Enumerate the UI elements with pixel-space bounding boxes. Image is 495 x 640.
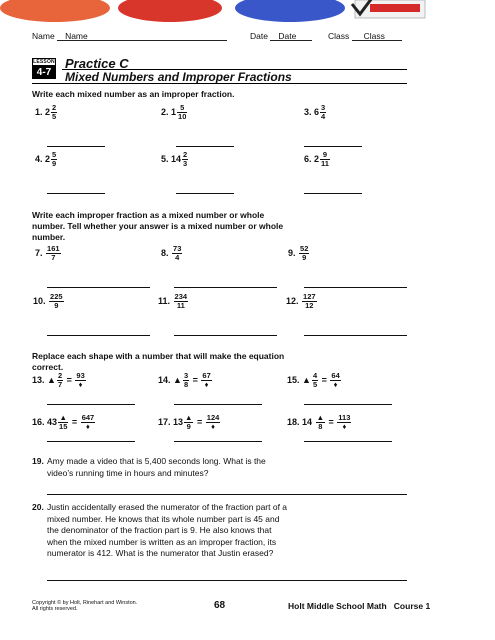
problem-1: 1. 2 $\frac{2}{5}$ — [35, 103, 57, 121]
page-subtitle: Mixed Numbers and Improper Fractions — [65, 70, 292, 84]
answer-line-6[interactable] — [304, 193, 362, 194]
name-field: Name Name — [32, 31, 227, 41]
section1-instruction: Write each mixed number as an improper fraction. — [32, 89, 235, 99]
problem-14: 14. ▲ $\frac{3}{8}$ = $\frac{67}{♦}$ — [158, 371, 211, 389]
problem-12: 12. $\frac{127}{12}$ — [286, 292, 316, 310]
blue-oval-decoration — [235, 0, 345, 22]
answer-line-8[interactable] — [174, 287, 277, 288]
triangle-shape-icon: ▲ — [302, 374, 311, 385]
answer-line-17[interactable] — [174, 441, 262, 442]
answer-line-3[interactable] — [304, 146, 362, 147]
diamond-shape-icon: ♦ — [342, 422, 347, 431]
answer-line-5[interactable] — [176, 193, 234, 194]
problem-17: 17. 13 $\frac{▲}{9}$ = $\frac{124}{♦}$ — [158, 413, 220, 431]
problem-3: 3. 6 $\frac{3}{4}$ — [304, 103, 326, 121]
subtitle-rule — [32, 83, 407, 84]
copyright-notice: Copyright © by Holt, Rinehart and Winston. All rights reserved. — [32, 600, 138, 612]
answer-line-12[interactable] — [304, 335, 407, 336]
orange-oval-decoration — [0, 0, 110, 22]
answer-line-10[interactable] — [47, 335, 150, 336]
section2-instruction: Write each improper fraction as a mixed number or whole number. Tell whether your answer is a mixed number or whole number. — [32, 210, 284, 242]
diamond-shape-icon: ♦ — [211, 422, 215, 431]
diamond-shape-icon: ♦ — [86, 422, 90, 431]
book-title: Holt Middle School Math Course 1 — [288, 601, 431, 611]
answer-line-11[interactable] — [174, 335, 277, 336]
lesson-number: 4-7 — [32, 66, 56, 79]
answer-line-16[interactable] — [47, 441, 135, 442]
question-20: 20. Justin accidentally erased the numerator of the fraction part of a mixed number. He knows that its whole number part is 45 and the denominator of the fraction part is 9. He also knows that when the mixed number is written as an improper fraction, its numerator is 412. What is the numerator that Justin erased? — [32, 502, 288, 558]
answer-line-13[interactable] — [47, 404, 135, 405]
problem-18: 18. 14 $\frac{▲}{8}$ = $\frac{113}{♦}$ — [287, 413, 351, 431]
answer-line-14[interactable] — [174, 404, 262, 405]
answer-line-9[interactable] — [304, 287, 407, 288]
problem-13: 13. ▲ $\frac{2}{7}$ = $\frac{93}{♦}$ — [32, 371, 85, 389]
problem-6: 6. 2 $\frac{9}{11}$ — [304, 150, 329, 168]
problem-9: 9. $\frac{52}{9}$ — [288, 244, 309, 262]
triangle-shape-icon: ▲ — [185, 413, 193, 422]
red-oval-decoration — [118, 0, 222, 22]
answer-line-18[interactable] — [304, 441, 392, 442]
answer-line-19[interactable] — [47, 494, 407, 495]
class-field: Class Class — [328, 31, 402, 41]
page-title: Practice C — [65, 56, 129, 71]
problem-7: 7. $\frac{161}{7}$ — [35, 244, 60, 262]
checkmark-icon — [352, 0, 425, 18]
problem-15: 15. ▲ $\frac{4}{5}$ = $\frac{64}{♦}$ — [287, 371, 340, 389]
problem-2: 2. 1 $\frac{5}{10}$ — [161, 103, 187, 121]
problem-11: 11. $\frac{234}{11}$ — [158, 292, 188, 310]
answer-line-20[interactable] — [47, 580, 407, 581]
problem-8: 8. $\frac{73}{4}$ — [161, 244, 182, 262]
answer-line-15[interactable] — [304, 404, 392, 405]
section3-instruction: Replace each shape with a number that will make the equation correct. — [32, 351, 285, 372]
diamond-shape-icon: ♦ — [78, 380, 83, 389]
problem-5: 5. 14 $\frac{2}{3}$ — [161, 150, 188, 168]
answer-line-2[interactable] — [176, 146, 234, 147]
diamond-shape-icon: ♦ — [333, 380, 338, 389]
header-banner — [0, 0, 495, 28]
problem-4: 4. 2 $\frac{5}{9}$ — [35, 150, 57, 168]
triangle-shape-icon: ▲ — [173, 374, 182, 385]
page-number: 68 — [214, 600, 226, 611]
answer-line-4[interactable] — [47, 193, 105, 194]
triangle-shape-icon: ▲ — [59, 413, 67, 422]
triangle-shape-icon: ▲ — [316, 413, 324, 422]
triangle-shape-icon: ▲ — [47, 374, 56, 385]
lesson-badge — [32, 58, 56, 79]
answer-line-1[interactable] — [47, 146, 105, 147]
lesson-label: LESSON — [33, 59, 55, 65]
problem-10: 10. $\frac{225}{9}$ — [33, 292, 63, 310]
date-field: Date Date — [250, 31, 312, 41]
answer-line-7[interactable] — [47, 287, 150, 288]
problem-16: 16. 43 $\frac{▲}{15}$ = $\frac{647}{♦}$ — [32, 413, 95, 431]
question-19: 19. Amy made a video that is 5,400 seconds long. What is the video’s running time in hours and minutes? — [32, 456, 266, 478]
diamond-shape-icon: ♦ — [204, 380, 209, 389]
